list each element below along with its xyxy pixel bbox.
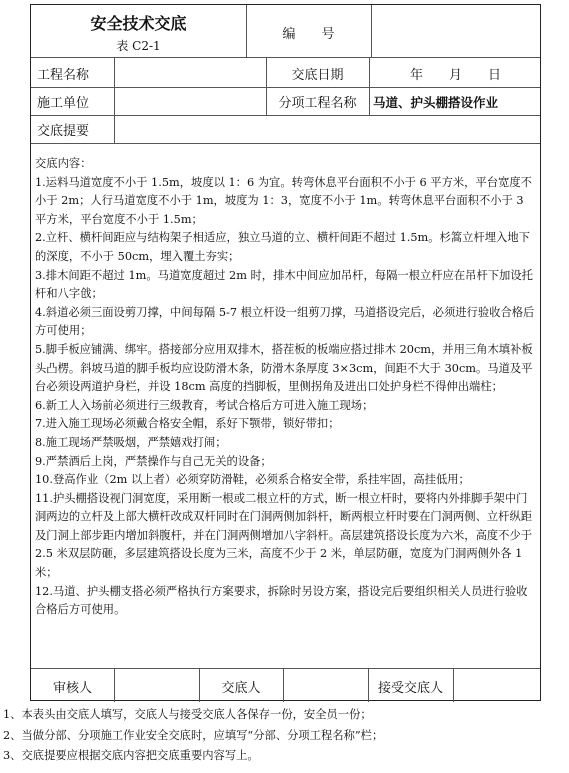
reviewer-label: 审核人	[52, 681, 92, 696]
content-item: 5.脚手板应铺满、绑牢。搭接部分应用双排木，搭茬板的板端应搭过排木 20cm，并用三角木填补板头凸楞。斜坡马道的脚手板均应设防滑木条，防滑木条厚度 3×3cm，间距不大于 30cm。马道及平台必须设两道护身栏，并设 18cm 高度的挡脚板，里侧拐角及进出口处护身栏不得伸出端柱；	[35, 342, 533, 394]
column-divider	[453, 668, 454, 702]
content-item: 9.严禁酒后上岗，严禁操作与自己无关的设备；	[35, 454, 272, 468]
receiver-label: 接受交底人	[377, 681, 443, 696]
row-divider	[31, 57, 540, 58]
sub-project-label: 分项工程名称	[278, 96, 357, 111]
number-label: 编 号	[282, 27, 335, 42]
content-item: 4.斜道必须三面设剪刀撑，中间每隔 5-7 根立杆设一组剪刀撑，马道搭设完后，必须进行验收合格后方可使用；	[35, 305, 535, 338]
date-label: 交底日期	[291, 68, 344, 83]
row-divider	[31, 143, 540, 144]
content-item: 8.施工现场严禁吸烟，严禁嬉戏打闹；	[35, 435, 227, 449]
disclosure-form	[30, 4, 541, 701]
sub-project-value[interactable]: 马道、护头棚搭设作业	[373, 95, 499, 110]
form-title: 安全技术交底	[90, 14, 187, 33]
date-value[interactable]: 年 月 日	[409, 68, 501, 83]
content-item: 2.立杆、横杆间距应与结构架子相适应，独立马道的立、横杆间距不超过 1.5m。杉篙立杆埋入地下的深度，不小于 50cm，埋入覆土夯实；	[35, 231, 530, 263]
content-item: 3.排木间距不超过 1m。马道宽度超过 2m 时，排木中间应加吊杆，每隔一根立杆应在吊杆下加设托杆和八字戗；	[35, 268, 533, 301]
summary-label: 交底提要	[37, 124, 90, 139]
column-divider	[114, 668, 115, 702]
form-code: 表 C2-1	[116, 39, 161, 53]
content-item: 1.运料马道宽度不小于 1.5m，坡度以 1：6 为宜。转弯休息平台面积不小于 6 平方米，平台宽度不小于 2m；人行马道宽度不小于 1m，坡度为 1：3，宽度不小于 1m。转弯休息平台面积不小于 3 平方米，平台宽度不小于 1.5m；	[35, 175, 532, 226]
project-name-label: 工程名称	[37, 68, 90, 83]
row-divider	[31, 87, 540, 88]
column-divider	[283, 668, 284, 702]
note-item: 2、当做分部、分项施工作业安全交底时，应填写“分部、分项工程名称”栏；	[3, 728, 384, 742]
disclosure-content	[35, 155, 535, 620]
column-divider	[371, 5, 372, 57]
note-item: 1、本表头由交底人填写，交底人与接受交底人各保存一份，安全员一份；	[3, 708, 372, 721]
row-divider	[31, 668, 540, 669]
note-item: 3、交底提要应根据交底内容把交底重要内容写上。	[3, 749, 259, 762]
content-item: 6.新工人入场前必须进行三级教育，考试合格后方可进入施工现场；	[35, 398, 374, 412]
content-item: 11.护头棚搭设视门洞宽度，采用断一根或二根立杆的方式，断一根立杆时，要将内外排脚手架中门洞两边的立杆及上部大横杆改成双杆同时在门洞两侧加斜杆，断两根立杆时要在门洞两侧、立杆纵距及门洞上部步距内增加斜腹杆，并在门洞两侧增加八字斜杆。高层建筑搭设长度为六米，高度不少于 2.5 米双层防砸，多层建筑搭设长度为三米，高度不少于 2 米，单层防砸，宽度为门洞两侧外各 1 米；	[35, 491, 533, 580]
row-divider	[31, 115, 540, 116]
contractor-label: 施工单位	[37, 96, 90, 111]
column-divider	[114, 57, 115, 143]
discloser-label: 交底人	[221, 681, 261, 696]
content-item: 12.马道、护头棚支搭必须严格执行方案要求，拆除时另设方案，搭设完后要组织相关人员进行验收合格后方可使用。	[35, 584, 528, 617]
content-item: 10.登高作业（2m 以上者）必须穿防滑鞋，必须系合格安全带，系挂牢固，高挂低用；	[35, 473, 470, 487]
form-notes	[3, 705, 563, 767]
content-heading: 交底内容：	[35, 157, 92, 170]
content-item: 7.进入施工现场必须戴合格安全帽，系好下颚带，锁好带扣；	[35, 417, 340, 431]
